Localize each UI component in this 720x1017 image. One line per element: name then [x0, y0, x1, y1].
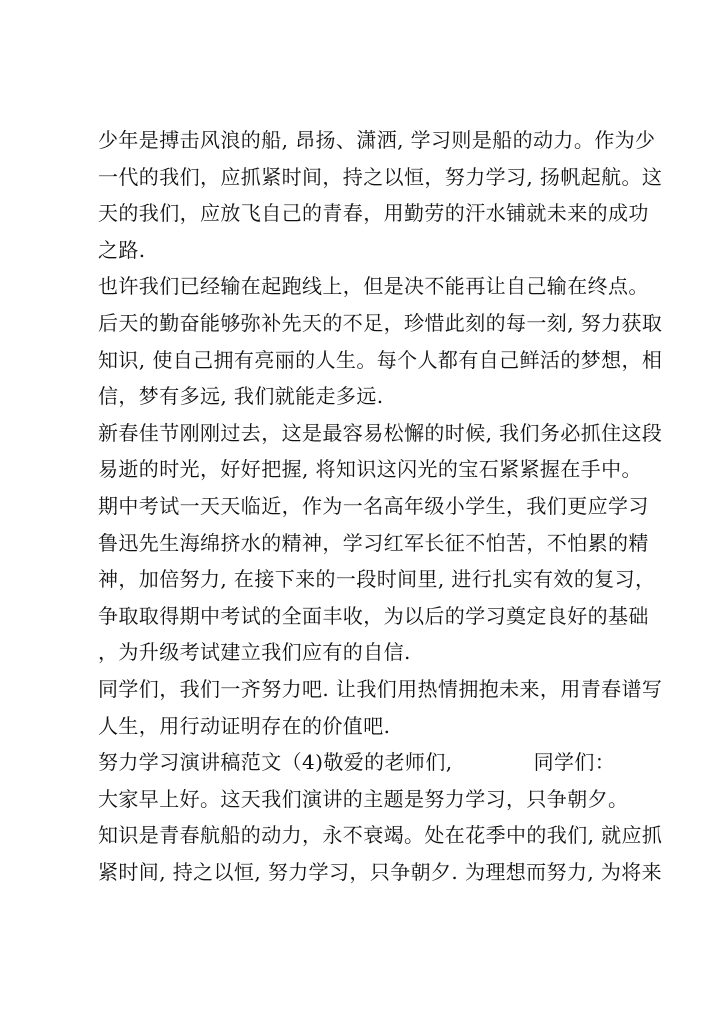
text-line: 一代的我们，应抓紧时间，持之以恒，努力学习, 扬帆起航。这	[98, 164, 663, 189]
text-line: 知识是青春航船的动力，永不衰竭。处在花季中的我们, 就应抓	[98, 823, 663, 848]
text-line: 新春佳节刚刚过去，这是最容易松懈的时候, 我们务必抓住这段	[98, 420, 663, 445]
text-line: 易逝的时光，好好把握, 将知识这闪光的宝石紧紧握在手中。	[98, 457, 642, 482]
text-line: 也许我们已经输在起跑线上，但是决不能再让自己输在终点。	[98, 274, 649, 299]
text-line: 天的我们，应放飞自己的青春，用勤劳的汗水铺就未来的成功	[98, 201, 649, 226]
text-line: 人生，用行动证明存在的价值吧.	[98, 713, 391, 738]
document-body	[98, 122, 663, 890]
text-line: 之路.	[98, 237, 146, 262]
text-line: 鲁迅先生海绵挤水的精神，学习红军长征不怕苦，不怕累的精	[98, 530, 649, 555]
text-line: 后天的勤奋能够弥补先天的不足，珍惜此刻的每一刻, 努力获取	[98, 310, 663, 335]
text-line: 紧时间, 持之以恒, 努力学习，只争朝夕. 为理想而努力, 为将来	[98, 859, 663, 884]
text-line: 知识, 使自己拥有亮丽的人生。每个人都有自己鲜活的梦想，相	[98, 347, 663, 372]
text-line: ，为升级考试建立我们应有的自信.	[98, 640, 411, 665]
text-line: 争取取得期中考试的全面丰收，为以后的学习奠定良好的基础	[98, 603, 649, 628]
text-line: 信，梦有多远, 我们就能走多远.	[98, 384, 384, 409]
text-line: 期中考试一天天临近，作为一名高年级小学生，我们更应学习	[98, 493, 649, 518]
text-line: 同学们，我们一齐努力吧. 让我们用热情拥抱未来，用青春谱写	[98, 676, 663, 701]
text-line: 努力学习演讲稿范文（4)敬爱的老师们, 同学们：	[98, 750, 616, 775]
text-line: 少年是搏击风浪的船, 昂扬、潇洒, 学习则是船的动力。作为少	[98, 128, 656, 152]
text-line: 神，加倍努力, 在接下来的一段时间里, 进行扎实有效的复习，	[98, 567, 656, 592]
text-line: 大家早上好。这天我们演讲的主题是努力学习，只争朝夕。	[98, 786, 629, 811]
